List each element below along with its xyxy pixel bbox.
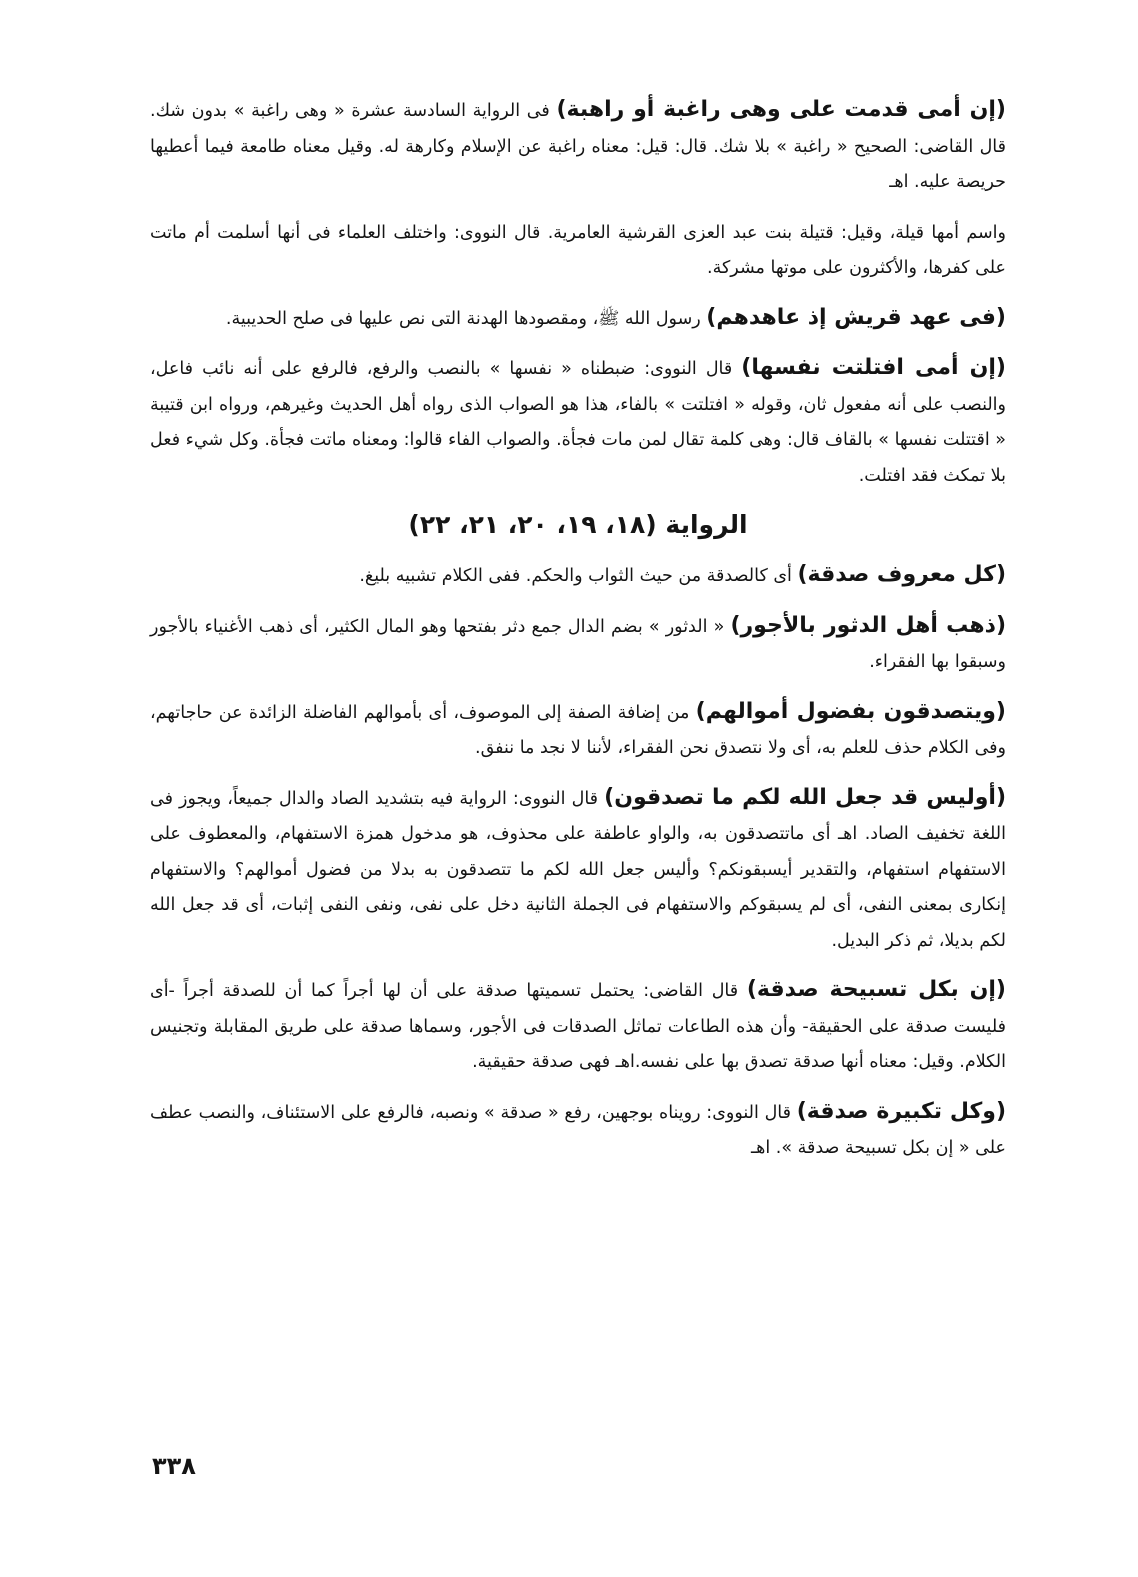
paragraph: [150, 300, 1006, 338]
paragraph: [150, 1094, 1006, 1167]
paragraph: [150, 557, 1006, 595]
paragraph: [150, 214, 1006, 287]
paragraph: [150, 780, 1006, 960]
paragraph-text: من إضافة الصفة إلى الموصوف، أى بأموالهم الفاضلة الزائدة عن حاجاتهم، وفى الكلام حذف للعلم به، أى ولا نتصدق نحن الفقراء، لأننا لا نجد ما ننفق.: [150, 702, 1006, 758]
paragraph-text: واسم أمها قيلة، وقيل: قتيلة بنت عبد العزى القرشية العامرية. قال النووى: واختلف العلماء فى أنها أسلمت أم ماتت على كفرها، والأكثرون على موتها مشركة.: [150, 222, 1006, 278]
paragraph-text: قال النووى: ضبطناه « نفسها » بالنصب والرفع، فالرفع على أنه نائب فاعل، والنصب على أنه مفعول ثان، وقوله « افتلتت » بالفاء، هذا هو الصواب الذى رواه أهل الحديث وغيرهم، ورواه ابن قتيبة « اقتتلت نفسها » بالقاف قال: وهى كلمة تقال لمن مات فجأة. والصواب الفاء قالوا: ومعناه ماتت فجأة. وكل شيء فعل بلا تمكث فقد افتلت.: [150, 359, 1006, 486]
bold-lemma: (إن بكل تسبيحة صدقة): [746, 977, 1006, 1002]
paragraph-text: قال النووى: رويناه بوجهين، رفع « صدقة » ونصبه، فالرفع على الاستئناف، والنصب عطف على « إن بكل تسبيحة صدقة ». اهـ: [150, 1102, 1006, 1158]
paragraph: [150, 350, 1006, 494]
paragraph: [150, 92, 1006, 201]
paragraph: [150, 694, 1006, 767]
paragraph-text: أى كالصدقة من حيث الثواب والحكم. ففى الكلام تشبيه بليغ.: [359, 566, 798, 586]
bold-lemma: (إن أمى قدمت على وهى راغبة أو راهبة): [556, 97, 1006, 122]
paragraph-text: « الدثور » بضم الدال جمع دثر بفتحها وهو المال الكثير، أى ذهب الأغنياء بالأجور وسبقوا بها الفقراء.: [150, 616, 1006, 672]
paragraph-text: قال القاضى: يحتمل تسميتها صدقة على أن لها أجراً كما أن للصدقة أجراً -أى فليست صدقة على الحقيقة- وأن هذه الطاعات تماثل الصدقات فى الأجور، وسماها صدقة على طريق المقابلة وتجنيس الكلام. وقيل: معناه أنها صدقة تصدق بها على نفسه.اهـ فهى صدقة حقيقية.: [150, 981, 1006, 1072]
bold-lemma: (ويتصدقون بفضول أموالهم): [695, 698, 1006, 724]
bold-lemma: (ذهب أهل الدثور بالأجور): [730, 612, 1006, 638]
page-body: [150, 92, 1006, 1532]
bold-lemma: (أوليس قد جعل الله لكم ما تصدقون): [604, 784, 1007, 810]
bold-lemma: (فى عهد قريش إذ عاهدهم): [706, 304, 1006, 330]
page-number: ٣٣٨: [152, 1452, 196, 1480]
paragraph: [150, 608, 1006, 681]
paragraph-text: قال النووى: الرواية فيه بتشديد الصاد والدال جميعاً، ويجوز فى اللغة تخفيف الصاد. اهـ أى ماتتصدقون به، والواو عاطفة على محذوف، هو مدخول همزة الاستفهام، والمعطوف على الاستفهام استفهام، والتقدير أيسبقونكم؟ وأليس جعل الله لكم ما تتصدقون به بدلا من فضول أموالهم؟ والاستفهام إنكارى بمعنى النفى، أى لم يسبقوكم والاستفهام فى الجملة الثانية دخل على نفى، ونفى النفى إثبات، أى قد جعل الله لكم بديلا، ثم ذكر البديل.: [150, 788, 1006, 951]
section-heading: الرواية (١٨، ١٩، ٢٠، ٢١، ٢٢): [408, 510, 748, 539]
paragraph: [150, 972, 1006, 1081]
paragraph-text: فى الرواية السادسة عشرة « وهى راغبة » بدون شك. قال القاضى: الصحيح « راغبة » بلا شك. قال: قيل: معناه راغبة عن الإسلام وكارهة له. وقيل معناه طامعة فيما أعطيها حريصة عليه. اهـ: [150, 101, 1006, 192]
paragraph-text: رسول الله ﷺ، ومقصودها الهدنة التى نص عليها فى صلح الحديبية.: [225, 308, 707, 329]
bold-lemma: (وكل تكبيرة صدقة): [796, 1098, 1006, 1124]
bold-lemma: (كل معروف صدقة): [797, 562, 1006, 587]
bold-lemma: (إن أمى افتلتت نفسها): [741, 355, 1006, 380]
